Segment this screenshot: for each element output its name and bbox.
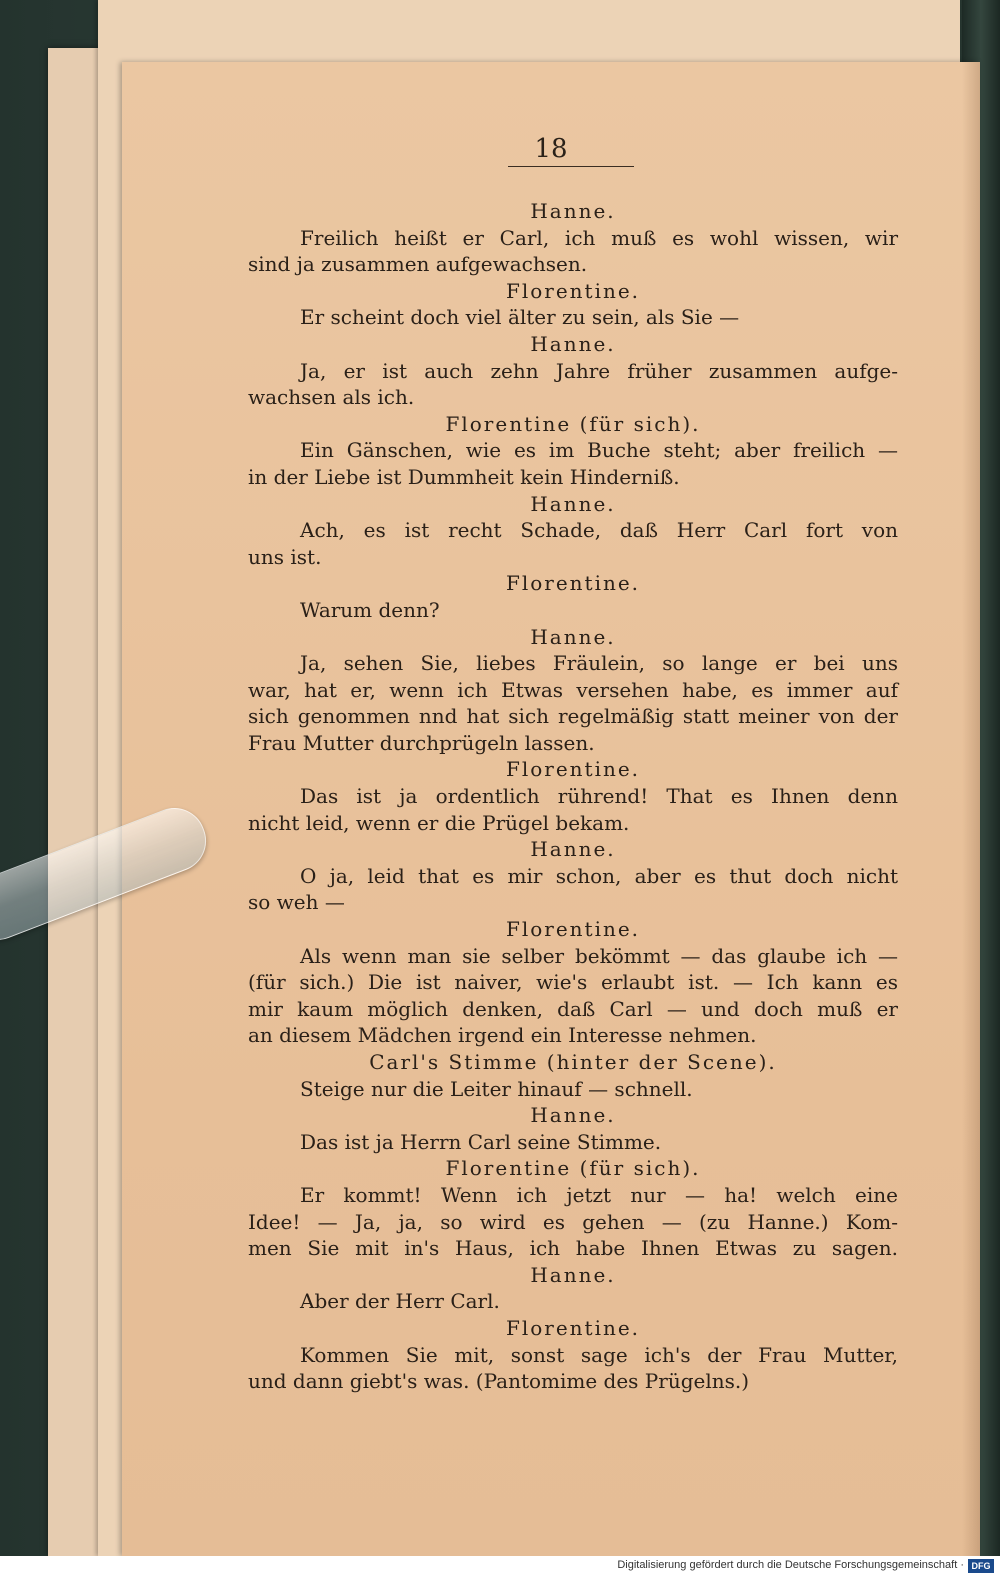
text-line: mir kaum möglich denken, daß Carl — und doch muß er — [248, 996, 898, 1021]
text-line: Er scheint doch viel älter zu sein, als Sie — — [300, 305, 740, 330]
text-line: Ach, es ist recht Schade, daß Herr Carl fort von — [300, 518, 898, 543]
speaker-heading: Florentine (für sich). — [445, 1156, 701, 1181]
speaker-heading: Florentine. — [505, 757, 641, 782]
text-line: an diesem Mädchen irgend ein Interesse nehmen. — [248, 1023, 757, 1048]
page-number-rule — [508, 166, 634, 167]
text-line: nicht leid, wenn er die Prügel bekam. — [248, 810, 630, 835]
text-line: so weh — — [248, 890, 345, 915]
text-line: (für sich.) Die ist naiver, wie's erlaubt ist. — Ich kann es — [248, 970, 898, 995]
text-line: uns ist. — [248, 544, 322, 569]
speaker-heading: Florentine. — [505, 278, 641, 303]
text-line: und dann giebt's was. (Pantomime des Prügelns.) — [248, 1369, 750, 1394]
speaker-heading: Florentine (für sich). — [445, 411, 701, 436]
text-line: Warum denn? — [300, 597, 440, 622]
speaker-heading: Hanne. — [530, 837, 616, 862]
text-line: Das ist ja Herrn Carl seine Stimme. — [300, 1129, 662, 1154]
text-line: Das ist ja ordentlich rührend! That es Ihnen denn — [300, 784, 898, 809]
page-number: 18 — [534, 134, 568, 164]
speaker-heading: Florentine. — [505, 1315, 641, 1340]
text-line: sind ja zusammen aufgewachsen. — [248, 252, 588, 277]
text-line: O ja, leid that es mir schon, aber es thut doch nicht — [300, 863, 898, 888]
text-line: Idee! — Ja, ja, so wird es gehen — (zu Hanne.) Kom- — [248, 1209, 898, 1234]
text-line: Steige nur die Leiter hinauf — schnell. — [300, 1076, 693, 1101]
text-line: Aber der Herr Carl. — [300, 1289, 500, 1314]
text-line: sich genommen nnd hat sich regelmäßig statt meiner von der — [248, 704, 898, 729]
speaker-heading: Florentine. — [505, 571, 641, 596]
page-text — [248, 198, 898, 1395]
dfg-logo-icon: DFG — [968, 1559, 994, 1573]
text-line: war, hat er, wenn ich Etwas versehen habe, es immer auf — [248, 677, 898, 702]
text-line: wachsen als ich. — [248, 385, 415, 410]
footer-credit: Digitalisierung gefördert durch die Deutsche Forschungsgemeinschaft · — [617, 1559, 964, 1571]
page-edge-shadow — [962, 62, 980, 1556]
speaker-heading: Hanne. — [530, 491, 616, 516]
text-line: Frau Mutter durchprügeln lassen. — [248, 730, 595, 755]
text-line: Er kommt! Wenn ich jetzt nur — ha! welch eine — [300, 1182, 898, 1207]
text-line: Kommen Sie mit, sonst sage ich's der Frau Mutter, — [300, 1342, 898, 1367]
speaker-heading: Hanne. — [530, 199, 616, 223]
text-line: Ja, er ist auch zehn Jahre früher zusammen aufge- — [300, 358, 898, 383]
text-line: men Sie mit in's Haus, ich habe Ihnen Etwas zu sagen. — [248, 1236, 898, 1261]
text-line: in der Liebe ist Dummheit kein Hinderniß. — [248, 464, 680, 489]
text-line: Ein Gänschen, wie es im Buche steht; aber freilich — — [300, 438, 898, 463]
book-page — [122, 62, 980, 1556]
speaker-heading: Carl's Stimme (hinter der Scene). — [369, 1050, 777, 1074]
text-line: Freilich heißt er Carl, ich muß es wohl wissen, wir — [300, 225, 898, 250]
speaker-heading: Hanne. — [530, 1103, 616, 1128]
speaker-heading: Hanne. — [530, 1262, 616, 1287]
speaker-heading: Florentine. — [505, 917, 641, 942]
speaker-heading: Hanne. — [530, 331, 616, 356]
text-line: Ja, sehen Sie, liebes Fräulein, so lange er bei uns — [300, 651, 898, 676]
text-line: Als wenn man sie selber bekömmt — das glaube ich — — [300, 943, 898, 968]
speaker-heading: Hanne. — [530, 624, 616, 649]
